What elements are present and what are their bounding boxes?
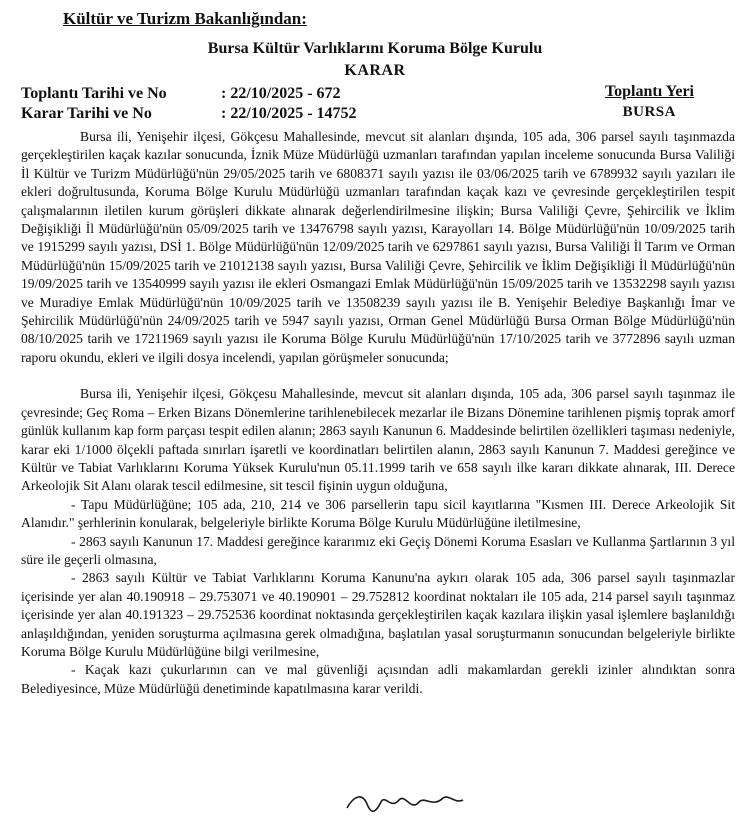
decision-date-label: Karar Tarihi ve No <box>21 105 152 122</box>
decision-title: KARAR <box>344 62 406 79</box>
meeting-date-label: Toplantı Tarihi ve No <box>21 85 167 102</box>
decision-date-row <box>21 105 441 125</box>
meeting-place-value: BURSA <box>622 104 676 120</box>
decision-date-value: : 22/10/2025 - 14752 <box>221 105 357 122</box>
signature-scribble <box>345 790 465 816</box>
preamble-paragraph: Bursa ili, Yenişehir ilçesi, Gökçesu Mahallesinde, mevcut sit alanları dışında, 105 ada, 306 parsel sayılı taşınmazda gerçekleştirilen kaçak kazılar sonucunda, İznik Müze Müdürlüğü uzmanları tarafından yapılan inceleme sonucunda Bursa Valiliği İl Kültür ve Turizm Müdürlüğü'nün 29/05/2025 tarih ve 6808371 sayılı yazısı ile 03/06/2025 tarih ve 6789932 sayılı yazıları ile ekleri doğrultusunda, Koruma Bölge Kurulu Müdürlüğü uzmanları tarafından kaçak kazı ve çevresinde gerçekleştirilen tespit çalışmalarının iletilen kurum görüşleri dikkate alınarak değerlendirilmesine ilişkin; Bursa Valiliği Çevre, Şehircilik ve İklim Değişikliği İl Müdürlüğü'nün 05/09/2025 tarih ve 13476798 sayılı yazısı, Karayolları 14. Bölge Müdürlüğü'nün 10/09/2025 tarih ve 1915299 sayılı yazısı, DSİ 1. Bölge Müdürlüğü'nün 12/09/2025 tarih ve 6297861 sayılı yazısı, Bursa Valiliği İl Tarım ve Orman Müdürlüğü'nün 15/09/2025 tarih ve 21012138 sayılı yazısı, Bursa Valiliği Çevre, Şehircilik ve İklim Değişikliği İl Müdürlüğü'nün 19/09/2025 tarih ve 13540999 sayılı yazısı ile ekleri Osmangazi Emlak Müdürlüğü'nün 15/09/2025 tarih ve 13532298 sayılı yazısı ve Muradiye Emlak Müdürlüğü'nün 10/09/2025 tarih ve 13508239 sayılı yazısı ile B. Yenişehir Belediye Başkanlığı İmar ve Şehircilik Müdürlüğü'nün 24/09/2025 tarih ve 5947 sayılı yazısı, Orman Genel Müdürlüğü Bursa Orman Bölge Müdürlüğü'nün 08/10/2025 tarih ve 17211969 sayılı yazısı ile Koruma Bölge Kurulu Müdürlüğü'nün 17/10/2025 tarih ve 3772896 sayılı uzman raporu okundu, ekleri ve ilgili dosya incelendi, yapılan görüşmeler sonucunda; <box>21 129 735 365</box>
ministry-heading: Kültür ve Turizm Bakanlığından: <box>63 9 307 28</box>
list-item: - 2863 sayılı Kanunun 17. Maddesi gereğince kararımız eki Geçiş Dönemi Koruma Esasları ve Kullanma Şartlarının 3 yıl süre ile geçerli olmasına, <box>21 533 735 567</box>
meeting-date-row <box>21 85 441 105</box>
list-item: - 2863 sayılı Kültür ve Tabiat Varlıklarını Koruma Kanunu'na aykırı olarak 105 ada, 306 parsel sayılı taşınmazlar içerisinde yer alan 40.190918 – 29.753071 ve 40.190901 – 29.752812 koordinat noktaları ile 105 ada, 214 parsel sayılı taşınmaz içerisinde yer alan 40.191323 – 29.752536 koordinat noktasında gerçekleştirilen kaçak kazılara ilişkin yasal işlemlere başlanıldığı anlaşıldığından, yeniden soruşturma açılmasına gerek olmadığına, başlatılan yasal soruşturmanın sonucundan belgeleriyle birlikte Koruma Bölge Kurulu Müdürlüğüne bilgi verilmesine, <box>21 570 735 659</box>
meeting-date-value: : 22/10/2025 - 672 <box>221 85 341 102</box>
list-item: - Tapu Müdürlüğüne; 105 ada, 210, 214 ve 306 parsellerin tapu sicil kayıtlarına "Kısmen III. Derece Arkeolojik Sit Alanıdır." şerhlerinin konularak, belgeleriyle birlikte Koruma Bölge Kurulu Müdürlüğüne iletilmesine, <box>21 496 735 531</box>
board-name: Bursa Kültür Varlıklarını Koruma Bölge Kurulu <box>207 40 543 57</box>
meeting-place-label: Toplantı Yeri <box>604 83 694 100</box>
decision-body <box>21 128 735 698</box>
decision-paragraph: Bursa ili, Yenişehir ilçesi, Gökçesu Mahallesinde, mevcut sit alanları dışında, 105 ada, 306 parsel sayılı taşınmaz ile çevresinde; Geç Roma – Erken Bizans Dönemlerine tarihlenebilecek mezarlar ile Bizans Dönemine tarihlenen pişmiş toprak amorf günlük kullanım kap form parçası tespit edilen alanın; 2863 sayılı Kanunun 6. Maddesinde belirtilen özellikleri taşıması nedeniyle, karar eki 1/1000 ölçekli paftada sınırları işaretli ve koordinatları belirtilen alanın, 2863 sayılı Kanunun 7. Maddesi gereğince ve Kültür ve Tabiat Varlıklarını Koruma Yüksek Kurulu'nun 05.11.1999 tarih ve 658 sayılı ilke kararı dikkate alınarak, III. Derece Arkeolojik Sit Alanı olarak tescil edilmesine, sit tescil fişinin uygun olduğuna, <box>21 386 735 494</box>
list-item: - Kaçak kazı çukurlarının can ve mal güvenliği açısından adli makamlardan gerekli izinler alındıktan sonra Belediyesince, Müze Müdürlüğü denetiminde kapatılmasına karar verildi. <box>21 662 735 696</box>
